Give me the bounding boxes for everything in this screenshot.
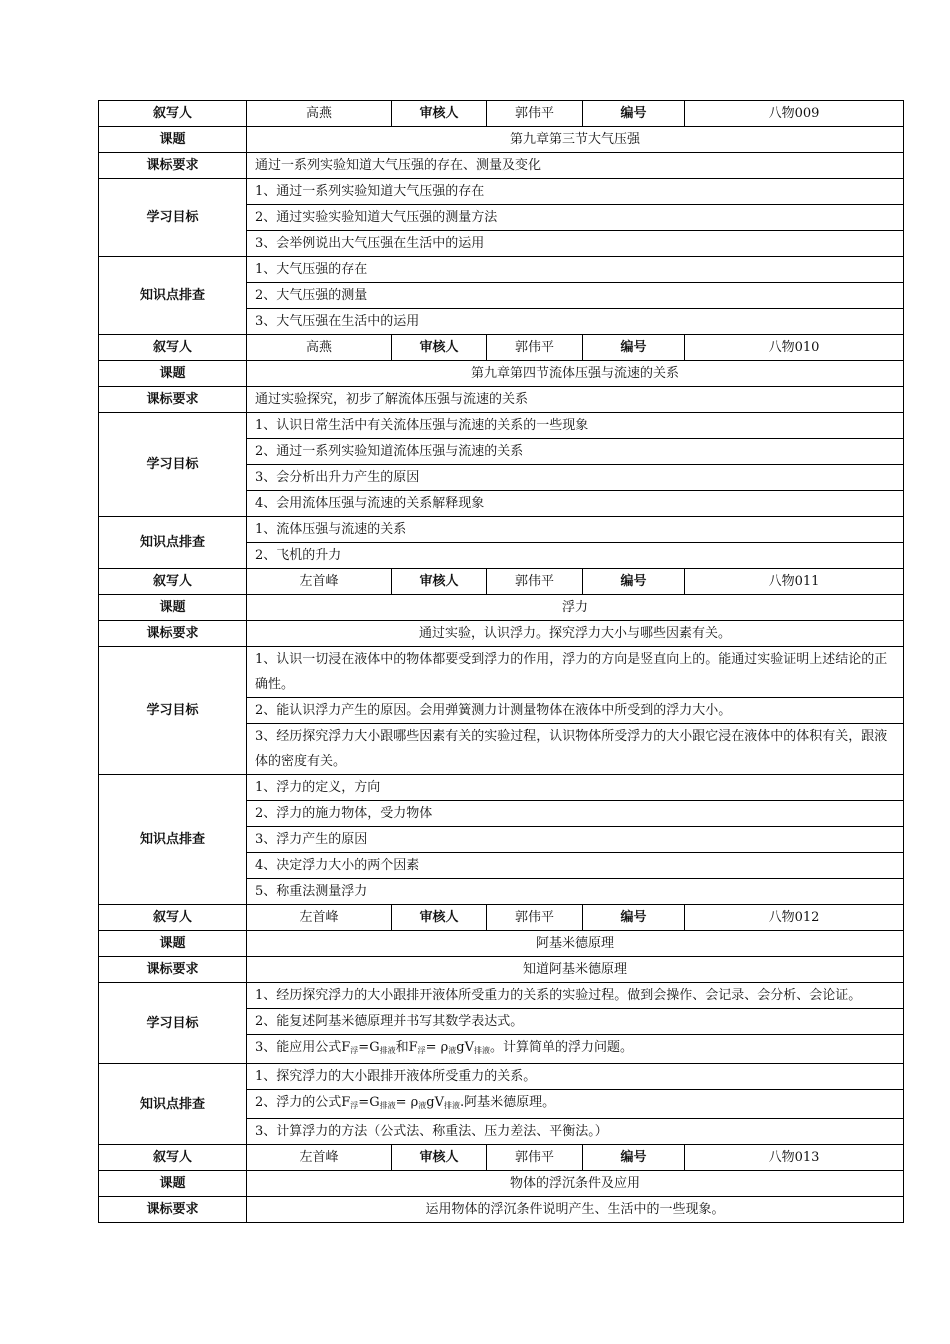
- point-formula-item: 2、浮力的公式$F_浮=G_{排液}= \rho_液gV_{排液}$.阿基米德原理。: [247, 1090, 904, 1119]
- goals-label: 学习目标: [99, 647, 247, 775]
- point-item: 1、大气压强的存在: [247, 257, 904, 283]
- points-label: 知识点排查: [99, 775, 247, 905]
- point-item: 2、浮力的施力物体，受力物体: [247, 801, 904, 827]
- point-item: 2、飞机的升力: [247, 543, 904, 569]
- point-item: 3、大气压强在生活中的运用: [247, 309, 904, 335]
- topic-label: 课题: [99, 595, 247, 621]
- goals-label: 学习目标: [99, 413, 247, 517]
- header-row: [99, 905, 904, 931]
- goal-item: 3、会举例说出大气压强在生活中的运用: [247, 231, 904, 257]
- writer-value: 高燕: [247, 335, 392, 361]
- number-label: 编号: [583, 1145, 685, 1171]
- writer-label: 叙写人: [99, 101, 247, 127]
- goal-item: 1、经历探究浮力的大小跟排开液体所受重力的关系的实验过程。做到会操作、会记录、会分析、会论证。: [247, 983, 904, 1009]
- standard-value: 通过一系列实验知道大气压强的存在、测量及变化: [247, 153, 904, 179]
- reviewer-label: 审核人: [392, 335, 487, 361]
- writer-value: 左首峰: [247, 1145, 392, 1171]
- goal-item: 1、认识日常生活中有关流体压强与流速的关系的一些现象: [247, 413, 904, 439]
- points-label: 知识点排查: [99, 1064, 247, 1145]
- reviewer-value: 郭伟平: [487, 569, 583, 595]
- goal-item: 3、经历探究浮力大小跟哪些因素有关的实验过程，认识物体所受浮力的大小跟它浸在液体中的体积有关，跟液体的密度有关。: [247, 724, 904, 775]
- number-value: 八物009: [685, 101, 904, 127]
- topic-value: 第九章第三节大气压强: [247, 127, 904, 153]
- lesson-plan-table: [98, 100, 904, 1223]
- topic-value: 物体的浮沉条件及应用: [247, 1171, 904, 1197]
- point-item: 4、决定浮力大小的两个因素: [247, 853, 904, 879]
- points-label: 知识点排查: [99, 517, 247, 569]
- reviewer-value: 郭伟平: [487, 101, 583, 127]
- goal-formula-item: 3、能应用公式$F_浮=G_{排液}$和$F_浮= \rho_液gV_{排液}$。计算简单的浮力问题。: [247, 1035, 904, 1064]
- topic-label: 课题: [99, 361, 247, 387]
- topic-value: 浮力: [247, 595, 904, 621]
- number-label: 编号: [583, 569, 685, 595]
- reviewer-value: 郭伟平: [487, 335, 583, 361]
- writer-label: 叙写人: [99, 905, 247, 931]
- writer-value: 高燕: [247, 101, 392, 127]
- point-item: 2、大气压强的测量: [247, 283, 904, 309]
- goal-item: 2、通过一系列实验知道流体压强与流速的关系: [247, 439, 904, 465]
- points-label: 知识点排查: [99, 257, 247, 335]
- standard-value: 知道阿基米德原理: [247, 957, 904, 983]
- topic-value: 阿基米德原理: [247, 931, 904, 957]
- topic-label: 课题: [99, 931, 247, 957]
- number-value: 八物011: [685, 569, 904, 595]
- writer-label: 叙写人: [99, 569, 247, 595]
- standard-label: 课标要求: [99, 153, 247, 179]
- reviewer-label: 审核人: [392, 101, 487, 127]
- goal-item: 4、会用流体压强与流速的关系解释现象: [247, 491, 904, 517]
- standard-label: 课标要求: [99, 387, 247, 413]
- goal-item: 2、能认识浮力产生的原因。会用弹簧测力计测量物体在液体中所受到的浮力大小。: [247, 698, 904, 724]
- number-value: 八物010: [685, 335, 904, 361]
- standard-label: 课标要求: [99, 621, 247, 647]
- writer-label: 叙写人: [99, 335, 247, 361]
- point-item: 1、浮力的定义，方向: [247, 775, 904, 801]
- standard-value: 通过实验，认识浮力。探究浮力大小与哪些因素有关。: [247, 621, 904, 647]
- goals-label: 学习目标: [99, 983, 247, 1064]
- standard-value: 运用物体的浮沉条件说明产生、生活中的一些现象。: [247, 1197, 904, 1223]
- topic-value: 第九章第四节流体压强与流速的关系: [247, 361, 904, 387]
- standard-label: 课标要求: [99, 957, 247, 983]
- goals-label: 学习目标: [99, 179, 247, 257]
- goal-item: 2、能复述阿基米德原理并书写其数学表达式。: [247, 1009, 904, 1035]
- reviewer-label: 审核人: [392, 569, 487, 595]
- number-label: 编号: [583, 905, 685, 931]
- standard-label: 课标要求: [99, 1197, 247, 1223]
- writer-value: 左首峰: [247, 905, 392, 931]
- reviewer-value: 郭伟平: [487, 1145, 583, 1171]
- goal-item: 2、通过实验实验知道大气压强的测量方法: [247, 205, 904, 231]
- number-value: 八物013: [685, 1145, 904, 1171]
- point-item: 3、计算浮力的方法（公式法、称重法、压力差法、平衡法。）: [247, 1119, 904, 1145]
- header-row: [99, 101, 904, 127]
- header-row: [99, 1145, 904, 1171]
- number-value: 八物012: [685, 905, 904, 931]
- point-item: 1、探究浮力的大小跟排开液体所受重力的关系。: [247, 1064, 904, 1090]
- number-label: 编号: [583, 101, 685, 127]
- goal-item: 1、通过一系列实验知道大气压强的存在: [247, 179, 904, 205]
- writer-value: 左首峰: [247, 569, 392, 595]
- reviewer-value: 郭伟平: [487, 905, 583, 931]
- point-item: 3、浮力产生的原因: [247, 827, 904, 853]
- goal-item: 1、认识一切浸在液体中的物体都要受到浮力的作用，浮力的方向是竖直向上的。能通过实验证明上述结论的正确性。: [247, 647, 904, 698]
- goal-item: 3、会分析出升力产生的原因: [247, 465, 904, 491]
- point-item: 1、流体压强与流速的关系: [247, 517, 904, 543]
- standard-value: 通过实验探究，初步了解流体压强与流速的关系: [247, 387, 904, 413]
- topic-label: 课题: [99, 127, 247, 153]
- header-row: [99, 569, 904, 595]
- header-row: [99, 335, 904, 361]
- reviewer-label: 审核人: [392, 1145, 487, 1171]
- reviewer-label: 审核人: [392, 905, 487, 931]
- topic-label: 课题: [99, 1171, 247, 1197]
- number-label: 编号: [583, 335, 685, 361]
- writer-label: 叙写人: [99, 1145, 247, 1171]
- point-item: 5、称重法测量浮力: [247, 879, 904, 905]
